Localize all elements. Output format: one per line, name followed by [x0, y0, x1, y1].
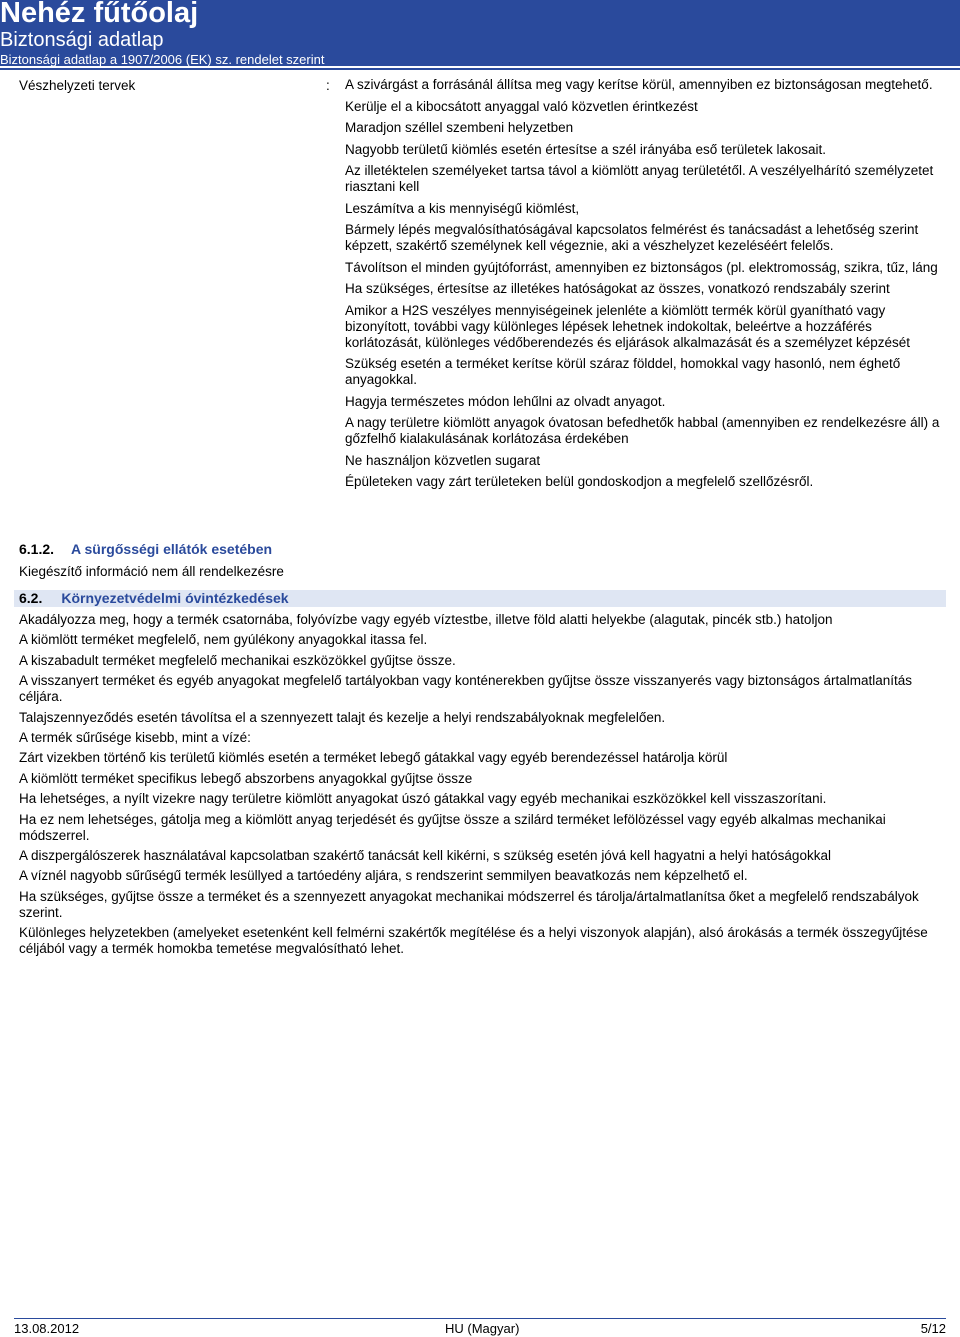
section-number: 6.2. — [19, 590, 43, 606]
list-item: Távolítson el minden gyújtóforrást, amennyiben ez biztonságos (pl. elektromosság, szikra, tűz, láng — [345, 259, 938, 275]
list-item: Talajszennyeződés esetén távolítsa el a szennyezett talajt és kezelje a helyi rendszabályoknak megfelelően. — [19, 709, 666, 725]
list-item: Ha szükséges, gyűjtse össze a terméket és a szennyezett anyagokat mechanikai módszerrel és tárolja/ártalmatlanítsa őket a megfelelő rendszabályok szerint. — [19, 888, 919, 920]
header-divider — [0, 68, 960, 70]
section-6-1-2-heading — [19, 541, 272, 558]
list-item: A visszanyert terméket és egyéb anyagokat megfelelő tartályokban vagy konténerekben gyűjtse össze visszanyerés vagy biztonságos ártalmatlanítás céljára. — [19, 673, 912, 705]
list-item: Az illetéktelen személyeket tartsa távol a kiömlött anyag területétől. A veszélyelhárító személyzetet riasztani kell — [345, 163, 934, 194]
emergency-plans-label: Vészhelyzeti tervek — [19, 78, 136, 93]
list-item: Ha ez nem lehetséges, gátolja meg a kiömlött anyag terjedését és gyűjtse össze a szilárd terméket lefölözéssel vagy egyéb alkalmas mechanikai módszerrel. — [19, 811, 886, 843]
document-title: Nehéz fűtőolaj — [0, 0, 199, 29]
footer-date: 13.08.2012 — [14, 1321, 80, 1336]
document-subtitle: Biztonsági adatlap — [0, 29, 164, 51]
list-item: Épületeken vagy zárt területeken belül gondoskodjon a megfelelő szellőzésről. — [345, 474, 814, 489]
list-item: Bármely lépés megvalósíthatóságával kapcsolatos felmérést és tanácsadást a lehetőség szerint képzett, szakértő személynek kell végeznie, aki a vészhelyzet kezeléséért felelős. — [345, 222, 919, 253]
list-item: Akadályozza meg, hogy a termék csatornába, folyóvízbe vagy egyéb víztestbe, illetve föld alatti helyekbe (alagutak, pincék stb.) hatoljon — [19, 612, 833, 627]
list-item: Szükség esetén a terméket kerítse körül száraz földdel, homokkal vagy hasonló, nem éghető anyagokkal. — [345, 356, 901, 387]
list-item: Maradjon széllel szembeni helyzetben — [345, 120, 574, 135]
section-number: 6.1.2. — [19, 541, 55, 557]
list-item: A kiszabadult terméket megfelelő mechanikai eszközökkel gyűjtse össze. — [19, 652, 456, 668]
list-item: A nagy területre kiömlött anyagok óvatosan befedhetők habbal (amennyiben ez rendelkezésre áll) a gőzfelhő kialakulásának korlátozása érdekében — [345, 415, 940, 446]
list-item: Kerülje el a kibocsátott anyaggal való közvetlen érintkezést — [345, 98, 698, 114]
list-item: Leszámítva a kis mennyiségű kiömlést, — [345, 200, 580, 216]
list-item: A termék sűrűsége kisebb, mint a vízé: — [19, 729, 251, 745]
list-item: Amikor a H2S veszélyes mennyiségeinek jelenléte a kiömlött termék körül gyanítható vagy bizonyított, további vagy különleges lépések lehetnek indokoltak, beleértve a hozzáférés korlátozását, különleges védőberendezés és eljárások alkalmazását és a személyzet képzését — [345, 302, 911, 350]
section-title: Környezetvédelmi óvintézkedések — [61, 590, 289, 606]
footer-divider — [14, 1318, 946, 1319]
list-item: Ha szükséges, értesítse az illetékes hatóságokat az összes, vonatkozó rendszabály szerint — [345, 281, 890, 296]
footer-language: HU (Magyar) — [445, 1321, 520, 1336]
section-title: A sürgősségi ellátók esetében — [71, 541, 273, 557]
list-item: Nagyobb területű kiömlés esetén értesítse a szél irányába eső területek lakosait. — [345, 141, 827, 157]
list-item: Különleges helyzetekben (amelyeket esetenként kell felmérni szakértők megítélése és a helyi viszonyok alapján), alsó árokásás a termék összegyűjtése céljából vagy a termék homokba temetése megvalósítható lehet. — [19, 925, 928, 957]
label-colon: : — [326, 78, 330, 93]
list-item: A diszpergálószerek használatával kapcsolatban szakértő tanácsát kell kikérni, s szükség esetén jóvá kell hagyatni a helyi hatóságokkal — [19, 847, 831, 863]
emergency-plans-list — [345, 77, 950, 496]
list-item: A kiömlött terméket specifikus lebegő abszorbens anyagokkal gyűjtse össze — [19, 770, 473, 786]
regulation-reference: Biztonsági adatlap a 1907/2006 (EK) sz. rendelet szerint — [0, 52, 325, 67]
page-number: 5/12 — [920, 1321, 946, 1336]
list-item: Ne használjon közvetlen sugarat — [345, 452, 541, 468]
list-item: A szivárgást a forrásánál állítsa meg vagy kerítse körül, amennyiben ez biztonságosan megtehető. — [345, 77, 933, 92]
environmental-precautions-list — [19, 612, 945, 961]
section-6-2-heading — [19, 590, 289, 607]
list-item: Ha lehetséges, a nyílt vizekre nagy területre kiömlött anyagokat úszó gátakkal vagy egyéb mechanikai eszközökkel kell visszaszorítani. — [19, 791, 827, 807]
section-6-1-2-text: Kiegészítő információ nem áll rendelkezésre — [19, 564, 284, 579]
list-item: A víznél nagyobb sűrűségű termék lesüllyed a tartóedény aljára, s rendszerint semmilyen beavatkozás nem képzelhető el. — [19, 868, 748, 884]
list-item: A kiömlött terméket megfelelő, nem gyúlékony anyagokkal itassa fel. — [19, 632, 428, 648]
list-item: Zárt vizekben történő kis területű kiömlés esetén a terméket lebegő gátakkal vagy egyéb berendezéssel határolja körül — [19, 750, 728, 766]
list-item: Hagyja természetes módon lehűlni az olvadt anyagot. — [345, 393, 666, 409]
